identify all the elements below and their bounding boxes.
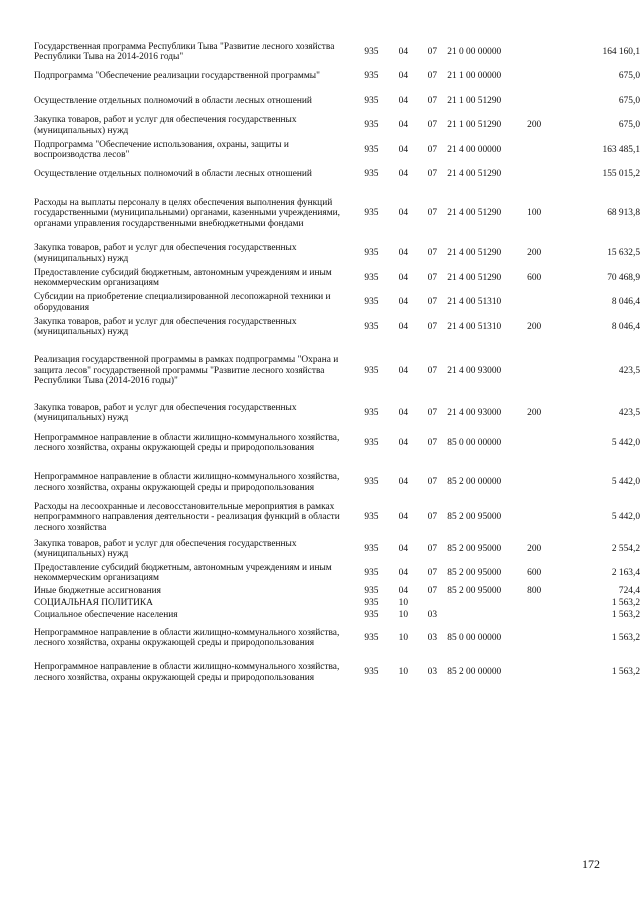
row-sum: 2 554,2 [611,543,640,554]
page-number: 172 [582,857,600,871]
row-vr [527,138,565,162]
row-csr: 21 4 00 51310 [447,321,502,332]
row-vr: 200 [527,543,542,554]
row-csr: 85 2 00 95000 [447,543,502,554]
row-ved: 935 [364,71,379,82]
row-rz: 04 [398,46,409,57]
row-csr: 21 4 00 51290 [447,248,502,259]
row-rz: 04 [398,407,409,418]
table-row [34,266,640,290]
row-name: Осуществление отдельных полномочий в области лесных отношений [34,95,312,106]
row-vr: 100 [527,208,542,219]
row-name: СОЦИАЛЬНАЯ ПОЛИТИКА [34,597,153,608]
row-rz: 04 [398,248,409,259]
budget-table-body [34,40,640,690]
table-row [34,597,640,609]
row-csr: 21 4 00 00000 [447,144,502,155]
row-name: Закупка товаров, работ и услуг для обеспечения государственных (муниципальных) нужд [34,243,297,264]
table-row [34,349,640,393]
row-rz: 04 [398,297,409,308]
table-row [34,500,640,535]
row-ved: 935 [364,632,379,643]
row-ved: 935 [364,365,379,376]
row-csr [447,597,527,609]
row-csr [447,609,527,621]
row-ved: 935 [364,407,379,418]
row-sum: 675,0 [618,95,640,106]
row-csr: 85 2 00 95000 [447,585,502,596]
row-rz: 04 [398,71,409,82]
row-pr: 07 [427,95,437,106]
row-vr [527,290,565,315]
row-rz: 04 [398,477,409,488]
row-ved: 935 [364,585,379,596]
row-pr: 07 [427,512,437,523]
row-ved: 935 [364,667,379,678]
row-sum: 423,5 [618,407,640,418]
row-pr: 07 [427,297,437,308]
row-vr [527,425,565,461]
row-name: Подпрограмма "Обеспечение реализации государственной программы" [34,71,320,82]
row-pr: 07 [427,71,437,82]
row-pr: 03 [427,667,437,678]
row-vr: 800 [527,585,542,596]
row-name: Непрограммное направление в области жилищно-коммунального хозяйства, лесного хозяйства, охраны окружающей среды и природопользования [34,472,340,493]
row-name: Реализация государственной программы в рамках подпрограммы "Охрана и защита лесов" государственной программы "Развитие лесного хозяйства Республики Тыва (2014-2016 годы)" [34,355,339,387]
row-sum: 163 485,1 [602,144,640,155]
row-sum: 724,4 [618,585,640,596]
row-name: Предоставление субсидий бюджетным, автономным учреждениям и иным некоммерческим организациям [34,562,332,583]
row-name: Закупка товаров, работ и услуг для обеспечения государственных (муниципальных) нужд [34,316,297,337]
row-ved: 935 [364,567,379,578]
table-row [34,138,640,162]
row-rz: 04 [398,208,409,219]
table-row [34,609,640,621]
row-rz: 04 [398,144,409,155]
row-vr: 200 [527,120,542,131]
row-name: Закупка товаров, работ и услуг для обеспечения государственных (муниципальных) нужд [34,402,297,423]
row-rz: 04 [398,365,409,376]
row-vr [527,621,565,655]
row-sum: 675,0 [618,120,640,131]
table-row [34,241,640,266]
row-rz: 10 [398,609,409,620]
row-csr: 21 4 00 51290 [447,272,502,283]
table-row [34,89,640,113]
row-name: Осуществление отдельных полномочий в области лесных отношений [34,168,312,179]
table-row [34,64,640,89]
row-rz: 04 [398,585,409,596]
row-pr: 07 [427,168,437,179]
row-vr [527,40,565,64]
row-rz: 10 [398,597,409,608]
row-sum: 1 563,2 [611,667,640,678]
row-ved: 935 [364,272,379,283]
row-pr: 07 [427,365,437,376]
row-name: Подпрограмма "Обеспечение использования, охраны, защиты и воспроизводства лесов" [34,139,289,160]
row-sum: 1 563,2 [611,609,640,620]
row-pr: 07 [427,144,437,155]
row-name: Непрограммное направление в области жилищно-коммунального хозяйства, лесного хозяйства, охраны окружающей среды и природопользования [34,432,340,453]
row-rz: 04 [398,543,409,554]
row-name: Закупка товаров, работ и услуг для обеспечения государственных (муниципальных) нужд [34,115,297,136]
table-row [34,425,640,461]
row-rz: 04 [398,567,409,578]
row-ved: 935 [364,208,379,219]
row-pr: 07 [427,272,437,283]
row-vr [527,500,565,535]
row-sum: 8 046,4 [611,297,640,308]
row-sum: 5 442,0 [611,477,640,488]
row-pr: 07 [427,208,437,219]
row-rz: 04 [398,321,409,332]
row-pr: 07 [427,407,437,418]
table-row [34,621,640,655]
row-ved: 935 [364,597,379,608]
row-pr: 07 [427,248,437,259]
row-csr: 21 4 00 51310 [447,297,502,308]
row-csr: 21 1 00 51290 [447,95,502,106]
row-ved: 935 [364,477,379,488]
row-vr [527,64,565,89]
row-rz: 04 [398,95,409,106]
row-csr: 21 1 00 00000 [447,71,502,82]
row-vr [527,597,565,609]
row-pr: 07 [427,567,437,578]
table-row [34,655,640,690]
row-sum: 68 913,8 [607,208,640,219]
row-vr: 600 [527,567,542,578]
row-sum: 155 015,2 [602,168,640,179]
row-vr [527,465,565,500]
row-sum: 423,5 [618,365,640,376]
row-ved: 935 [364,248,379,259]
row-ved: 935 [364,144,379,155]
row-sum: 1 563,2 [611,632,640,643]
row-csr: 21 1 00 51290 [447,120,502,131]
row-sum: 15 632,5 [607,248,640,259]
row-pr: 03 [427,609,437,620]
row-pr: 07 [427,437,437,448]
table-row [34,585,640,597]
row-ved: 935 [364,321,379,332]
row-ved: 935 [364,609,379,620]
row-ved: 935 [364,543,379,554]
row-rz: 04 [398,512,409,523]
row-csr: 85 0 00 00000 [447,437,502,448]
row-name: Закупка товаров, работ и услуг для обеспечения государственных (муниципальных) нужд [34,538,297,559]
row-ved: 935 [364,46,379,57]
row-pr: 07 [427,120,437,131]
row-ved: 935 [364,437,379,448]
row-pr [417,597,447,609]
row-pr: 07 [427,543,437,554]
row-vr [527,349,565,393]
row-pr: 03 [427,632,437,643]
row-rz: 04 [398,437,409,448]
row-ved: 935 [364,512,379,523]
table-row [34,186,640,241]
row-name: Социальное обеспечение населения [34,609,178,620]
row-sum: 675,0 [618,71,640,82]
table-row [34,561,640,585]
row-csr: 21 0 00 00000 [447,46,502,57]
row-name: Расходы на лесоохранные и лесовосстановительные мероприятия в рамках непрограммного направления деятельности - реализация функций в области лесного хозяйства [34,501,340,533]
row-rz: 04 [398,168,409,179]
row-name: Предоставление субсидий бюджетным, автономным учреждениям и иным некоммерческим организациям [34,267,332,288]
row-rz: 04 [398,120,409,131]
row-rz: 04 [398,272,409,283]
row-vr [527,609,565,621]
row-pr: 07 [427,46,437,57]
row-csr: 85 2 00 95000 [447,512,502,523]
table-row [34,315,640,339]
row-name: Иные бюджетные ассигнования [34,585,161,596]
row-ved: 935 [364,95,379,106]
table-row [34,290,640,315]
row-csr: 85 2 00 00000 [447,477,502,488]
row-rz: 10 [398,632,409,643]
table-row [34,465,640,500]
table-row [34,113,640,138]
row-csr: 85 2 00 00000 [447,667,502,678]
row-vr: 200 [527,248,542,259]
row-sum: 2 163,4 [611,567,640,578]
row-spacer [34,339,640,349]
row-csr: 85 2 00 95000 [447,567,502,578]
table-row [34,40,640,64]
row-sum: 5 442,0 [611,512,640,523]
row-pr: 07 [427,321,437,332]
row-ved: 935 [364,120,379,131]
row-csr: 85 0 00 00000 [447,632,502,643]
row-rz: 10 [398,667,409,678]
row-ved: 935 [364,297,379,308]
row-pr: 07 [427,585,437,596]
row-csr: 21 4 00 93000 [447,407,502,418]
row-sum: 70 468,9 [607,272,640,283]
row-vr [527,655,565,690]
row-name: Непрограммное направление в области жилищно-коммунального хозяйства, лесного хозяйства, охраны окружающей среды и природопользования [34,627,340,648]
budget-table [34,40,640,690]
row-vr: 600 [527,272,542,283]
row-name: Государственная программа Республики Тыва "Развитие лесного хозяйства Республики Тыва на 2014-2016 годы" [34,41,335,62]
row-ved: 935 [364,168,379,179]
row-name: Субсидии на приобретение специализированной лесопожарной техники и оборудования [34,292,331,313]
row-sum: 8 046,4 [611,321,640,332]
row-sum: 164 160,1 [602,46,640,57]
row-name: Непрограммное направление в области жилищно-коммунального хозяйства, лесного хозяйства, охраны окружающей среды и природопользования [34,662,340,683]
row-vr [527,162,565,186]
row-vr [527,89,565,113]
table-row [34,162,640,186]
table-row [34,537,640,561]
row-pr: 07 [427,477,437,488]
row-name: Расходы на выплаты персоналу в целях обеспечения выполнения функций государственными (муниципальными) органами, казенными учреждениями, органами управления государственными внебюджетными фондами [34,197,341,229]
table-row [34,401,640,425]
row-csr: 21 4 00 51290 [447,168,502,179]
row-sum: 5 442,0 [611,437,640,448]
row-csr: 21 4 00 93000 [447,365,502,376]
row-vr: 200 [527,321,542,332]
row-csr: 21 4 00 51290 [447,208,502,219]
row-vr: 200 [527,407,542,418]
row-spacer [34,393,640,401]
row-sum: 1 563,2 [611,597,640,608]
